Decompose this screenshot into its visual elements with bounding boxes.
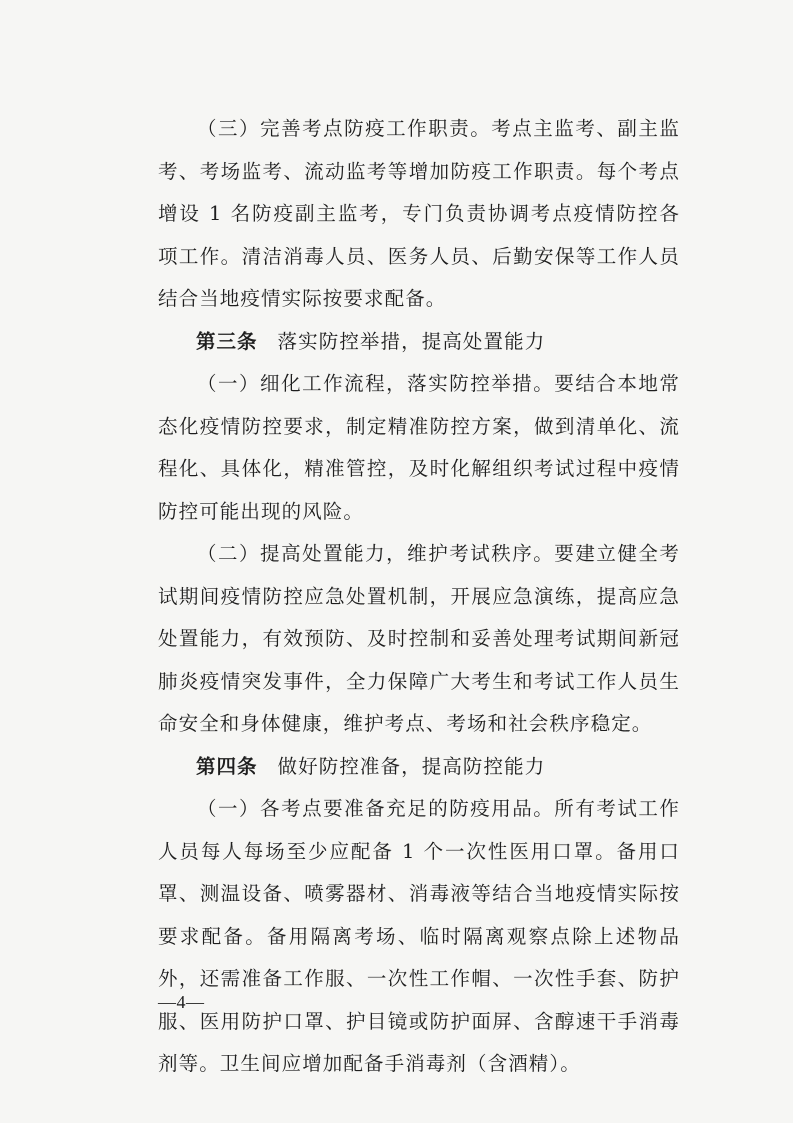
paragraph-prevention-supplies: （一）各考点要准备充足的防疫用品。所有考试工作人员每人每场至少应配备 1 个一次性医用口罩。备用口罩、测温设备、喷雾器材、消毒液等结合当地疫情实际按要求配备。备用隔离考场、临时隔离观察点除上述物品外，还需准备工作服、一次性工作帽、一次性手套、防护服、医用防护口罩、护目镜或防护面屏、含醇速干手消毒剂等。卫生间应增加配备手消毒剂（含酒精）。 [158,797,680,1075]
article-3-heading [158,321,680,364]
article-3-number: 第三条 [196,329,258,353]
paragraph-refine-workflow: （一）细化工作流程，落实防控举措。要结合本地常态化疫情防控要求，制定精准防控方案，做到清单化、流程化、具体化，精准管控，及时化解组织考试过程中疫情防控可能出现的风险。 [158,372,680,523]
article-4-number: 第四条 [196,754,258,778]
article-3-title: 落实防控举措，提高处置能力 [277,329,546,353]
article-4-heading [158,746,680,789]
paragraph-improve-response: （二）提高处置能力，维护考试秩序。要建立健全考试期间疫情防控应急处置机制，开展应急演练，提高应急处置能力，有效预防、及时控制和妥善处理考试期间新冠肺炎疫情突发事件，全力保障广大考生和考试工作人员生命安全和身体健康，维护考点、考场和社会秩序稳定。 [158,542,680,735]
page-number: —4— [158,992,205,1012]
paragraph-exam-site-duties: （三）完善考点防疫工作职责。考点主监考、副主监考、考场监考、流动监考等增加防疫工作职责。每个考点增设 1 名防疫副主监考，专门负责协调考点疫情防控各项工作。清洁消毒人员、医务人员、后勤安保等工作人员结合当地疫情实际按要求配备。 [158,117,680,310]
article-4-title: 做好防控准备，提高防控能力 [277,754,546,778]
document-body [158,108,680,1086]
